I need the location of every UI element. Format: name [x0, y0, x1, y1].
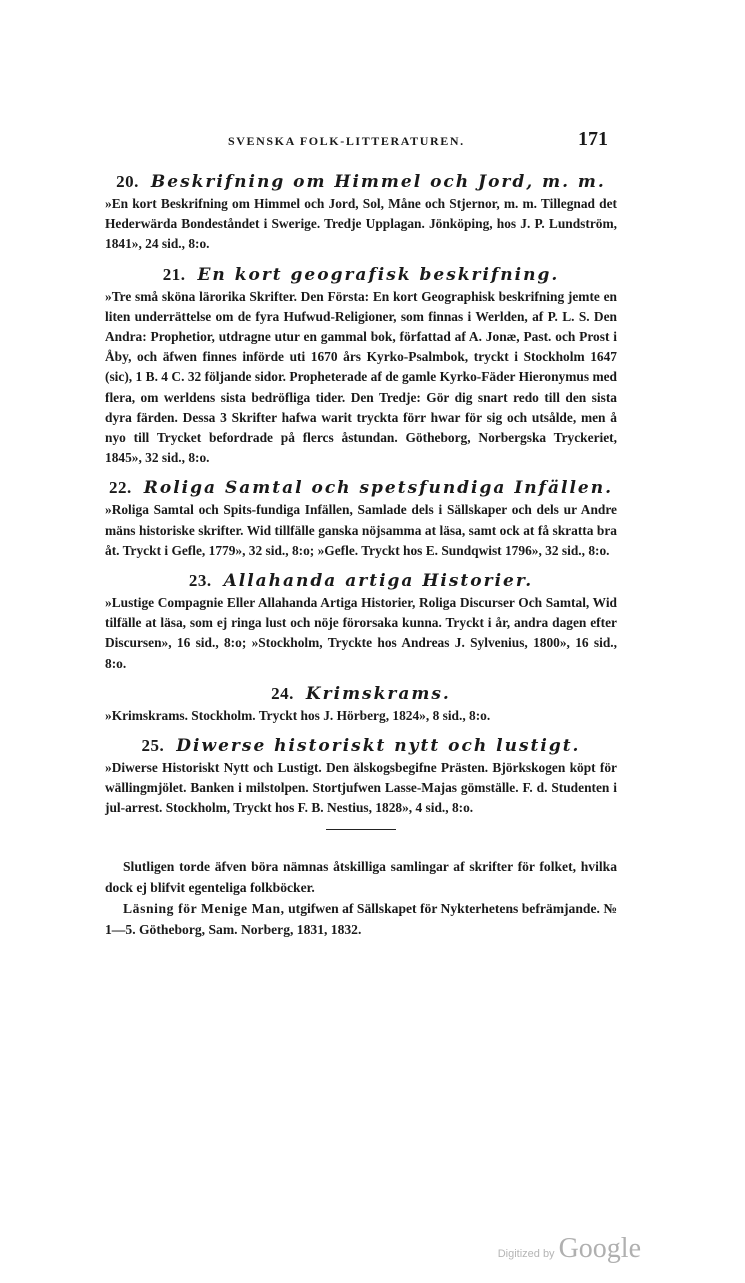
entry-heading: [105, 478, 617, 498]
entry-23: [105, 571, 617, 674]
entry-body: »Roliga Samtal och Spits-fundiga Infällen, Samlade dels i Sällskaper och dels ur Andre mäns historiske skrifter. Wid tillfälle ganska nöjsamma at läsa, samt ock at få skratta bra åt. Tryckt i Gefle, 1779», 32 sid., 8:o; »Gefle. Tryckt hos E. Sundqwist 1796», 32 sid., 8:o.: [105, 502, 617, 558]
entry-body: »Tre små sköna lärorika Skrifter. Den Första: En kort Geographisk beskrifning jemte en liten underrättelse om de fyra Hufwud-Religioner, som finnas i Werlden, af P. L. S. Den Andra: Prophetior, utdragne utur en gammal bok, författad af A. Jonæ, Past. och Prost i Åby, och äfwen finnes införde uti 1670 års Kyrko-Psalmbok, tryckt i Stockholm 1647 (sic), 1 B. 4 C. 32 följande sidor. Propheterade af de gamle Kyrko-Fäder Hieronymus med flera, om werldens sista bedröfliga tider. Den Tredje: Gör dig snart redo till den sista dyra färden. Dessa 3 Skrifter hafwa warit tryckta förr hwar för sig och utsålde, men å nyo till Trycket befordrade på flercs åstundan. Götheborg, Norbergska Tryckeriet, 1845», 32 sid., 8:o.: [105, 288, 617, 466]
entry-title: Krimskrams.: [305, 683, 451, 704]
running-head: [228, 128, 608, 156]
entry-title: Beskrifning om Himmel och Jord, m. m.: [150, 172, 606, 192]
entry-heading: [105, 172, 617, 192]
entry-number: 21.: [162, 264, 186, 284]
entry-title: Allahanda artiga Historier.: [223, 571, 534, 592]
closing-paragraph-2: [105, 898, 617, 940]
entry-heading: [105, 736, 617, 756]
entry-number: 20.: [116, 172, 139, 191]
entry-heading: [105, 571, 617, 591]
watermark-logo-text: Google: [558, 1233, 641, 1264]
entry-number: 25.: [141, 736, 165, 756]
entry-number: 23.: [188, 571, 212, 591]
page-number: 171: [578, 128, 608, 150]
entry-22: [105, 478, 617, 561]
entry-body: »Krimskrams. Stockholm. Tryckt hos J. Hörberg, 1824», 8 sid., 8:o.: [105, 707, 491, 723]
entry-heading: [105, 265, 617, 285]
entry-24: [105, 684, 617, 726]
entry-heading: [105, 684, 617, 704]
closing-paragraph-1: Slutligen torde äfven böra nämnas åtskilliga samlingar af skrifter för folket, hvilka dock ej blifvit egenteliga folkböcker.: [105, 858, 617, 895]
entry-body: »En kort Beskrifning om Himmel och Jord, Sol, Måne och Stjernor, m. m. Tillegnad det Hederwärda Bondeståndet i Swerige. Tredje Upplagan. Jönköping, hos J. P. Lundström, 1841», 24 sid., 8:o.: [105, 196, 617, 252]
google-watermark: [497, 1233, 641, 1264]
entry-title: Roliga Samtal och spetsfundiga Infällen.: [143, 478, 613, 499]
page-content: [105, 166, 617, 940]
entry-body: »Diwerse Historiskt Nytt och Lustigt. Den älskogsbegifne Prästen. Björkskogen köpt för wällingmjölet. Banken i milstolpen. Stortjufwen Lasse-Majas gömställe. F. d. Studenten i jul-arrest. Stockholm, Tryckt hos F. B. Nestius, 1828», 4 sid., 8:o.: [105, 760, 617, 816]
closing-bold-title: Läsning för Menige Man,: [123, 900, 285, 916]
entry-number: 22.: [109, 478, 132, 498]
watermark-small-text: Digitized by: [497, 1248, 555, 1260]
entry-number: 24.: [271, 683, 294, 703]
running-head-title: SVENSKA FOLK-LITTERATUREN.: [228, 134, 465, 148]
entry-21: [105, 265, 617, 469]
section-divider: [326, 829, 396, 830]
entry-title: Diwerse historiskt nytt och lustigt.: [176, 736, 581, 757]
entry-title: En kort geografisk beskrifning.: [197, 264, 560, 285]
entry-body: »Lustige Compagnie Eller Allahanda Artiga Historier, Roliga Discurser Och Samtal, Wid tilfälle at läsa, som ej ringa lust och nöje förorsaka kunna. Tryckt i år, andra dagen efter Discursen», 16 sid., 8:o; »Stockholm, Tryckte hos Andreas J. Sylvenius, 1800», 16 sid., 8:o.: [105, 595, 617, 671]
closing-paragraph-2-text: utgifwen af Sällskapet för Nykterhetens befrämjande. № 1—5. Götheborg, Sam. Norberg, 1831, 1832.: [105, 900, 617, 937]
entry-20: [105, 172, 617, 255]
entry-25: [105, 736, 617, 819]
